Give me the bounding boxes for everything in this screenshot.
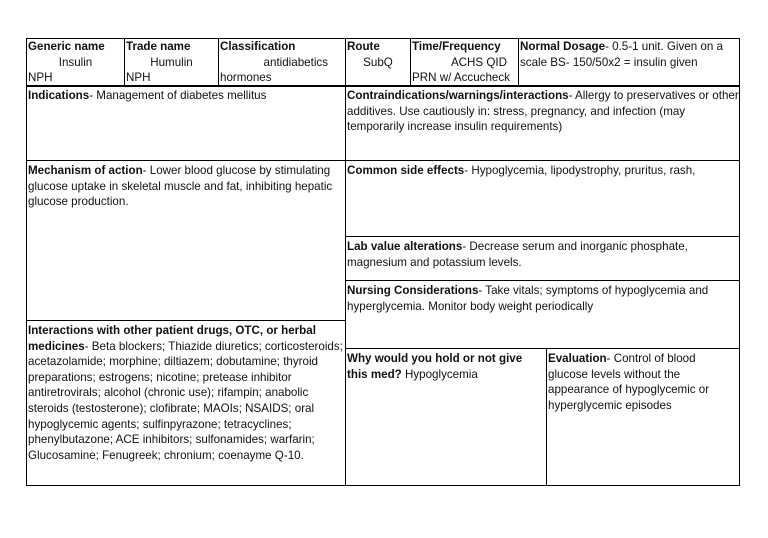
divider: [345, 236, 740, 237]
indications-label: Indications: [28, 89, 90, 102]
classification-value: antidiabetics: [263, 55, 328, 69]
mechanism-text: - Lower blood glucose by stimulating glucose uptake in skeletal muscle and fat, inhibiting hepatic glucose production.: [28, 164, 333, 209]
time-frequency-label: Time/Frequency: [412, 40, 501, 53]
lab-values-label: Lab value alterations: [347, 240, 463, 253]
side-effects-label: Common side effects: [347, 164, 465, 177]
generic-name-value: Insulin: [58, 55, 93, 69]
route-label: Route: [347, 40, 380, 53]
evaluation-text: - Control of blood glucose levels without the appearance of hypoglycemic or hyperglycemic episodes: [548, 352, 710, 412]
divider: [345, 348, 740, 349]
classification-label: Classification: [220, 40, 296, 53]
hold-text: Hypoglycemia: [401, 367, 478, 381]
indications-text: - Management of diabetes mellitus: [89, 89, 267, 102]
hold-cell: [346, 351, 546, 485]
lab-values-text: - Decrease serum and inorganic phosphate, magnesium and potassium levels.: [347, 240, 688, 269]
normal-dosage-label: Normal Dosage: [520, 40, 606, 53]
hold-label: Why would you hold or not give this med?: [347, 352, 523, 381]
nursing-text: - Take vitals; symptoms of hypoglycemia and hyperglycemia. Monitor body weight periodically: [347, 284, 709, 313]
interactions-text: - Beta blockers; Thiazide diuretics; corticosteroids; acetazolamide; morphine; diltiazem; dobutamine; thyroid preparations; estrogens; nicotine; pretease inhibitor antiretrovirals; alcohol (chronic use); rifampin; anabolic steroids (testosterone); clofibrate; MAOIs; NSAIDS; oral hypoglycemic agents; sulfinpyrazone; tetracyclines; phenylbutazone; ACE inhibitors; sulfonamides; warfarin; Glucosamine; Fenugreek; chronium; coenayme Q-10.: [28, 339, 343, 462]
route-cell: [346, 39, 410, 85]
generic-name-value-2: NPH: [28, 71, 53, 85]
trade-name-value: Humulin: [150, 55, 193, 69]
interactions-cell: [27, 323, 345, 485]
lab-values-cell: [346, 239, 740, 280]
divider: [26, 160, 346, 161]
evaluation-cell: [547, 351, 739, 485]
evaluation-label: Evaluation: [548, 352, 607, 365]
trade-name-value-2: NPH: [126, 71, 151, 85]
nursing-cell: [346, 283, 740, 348]
nursing-label: Nursing Considerations: [347, 284, 479, 297]
generic-name-label: Generic name: [28, 40, 105, 53]
mechanism-cell: [27, 163, 345, 320]
classification-cell: [219, 39, 345, 85]
mechanism-label: Mechanism of action: [28, 164, 143, 177]
normal-dosage-cell: [519, 39, 739, 85]
side-effects-text: - Hypoglycemia, lipodystrophy, pruritus, rash,: [464, 164, 696, 177]
time-frequency-value: ACHS QID: [450, 55, 507, 69]
trade-name-cell: [125, 39, 218, 85]
route-value: SubQ: [363, 55, 393, 69]
normal-dosage-text: - 0.5-1 unit. Given on a scale BS- 150/50x2 = insulin given: [520, 40, 723, 69]
contraindications-cell: [346, 88, 740, 160]
time-frequency-cell: [411, 39, 518, 85]
side-effects-cell: [346, 163, 740, 236]
classification-value-2: hormones: [220, 71, 272, 85]
divider: [26, 320, 346, 321]
divider: [345, 160, 740, 161]
time-frequency-value-2: PRN w/ Accucheck: [412, 71, 510, 85]
trade-name-label: Trade name: [126, 40, 191, 53]
generic-name-cell: [27, 39, 124, 85]
indications-cell: [27, 88, 345, 160]
interactions-label: Interactions with other patient drugs, OTC, or herbal medicines: [28, 324, 316, 353]
divider: [345, 280, 740, 281]
contraindications-label: Contraindications/warnings/interactions: [347, 89, 569, 102]
contraindications-text: - Allergy to preservatives or other additives. Use cautiously in: stress, pregnancy, and infection (may temporarily increase insulin requirements): [347, 89, 739, 134]
